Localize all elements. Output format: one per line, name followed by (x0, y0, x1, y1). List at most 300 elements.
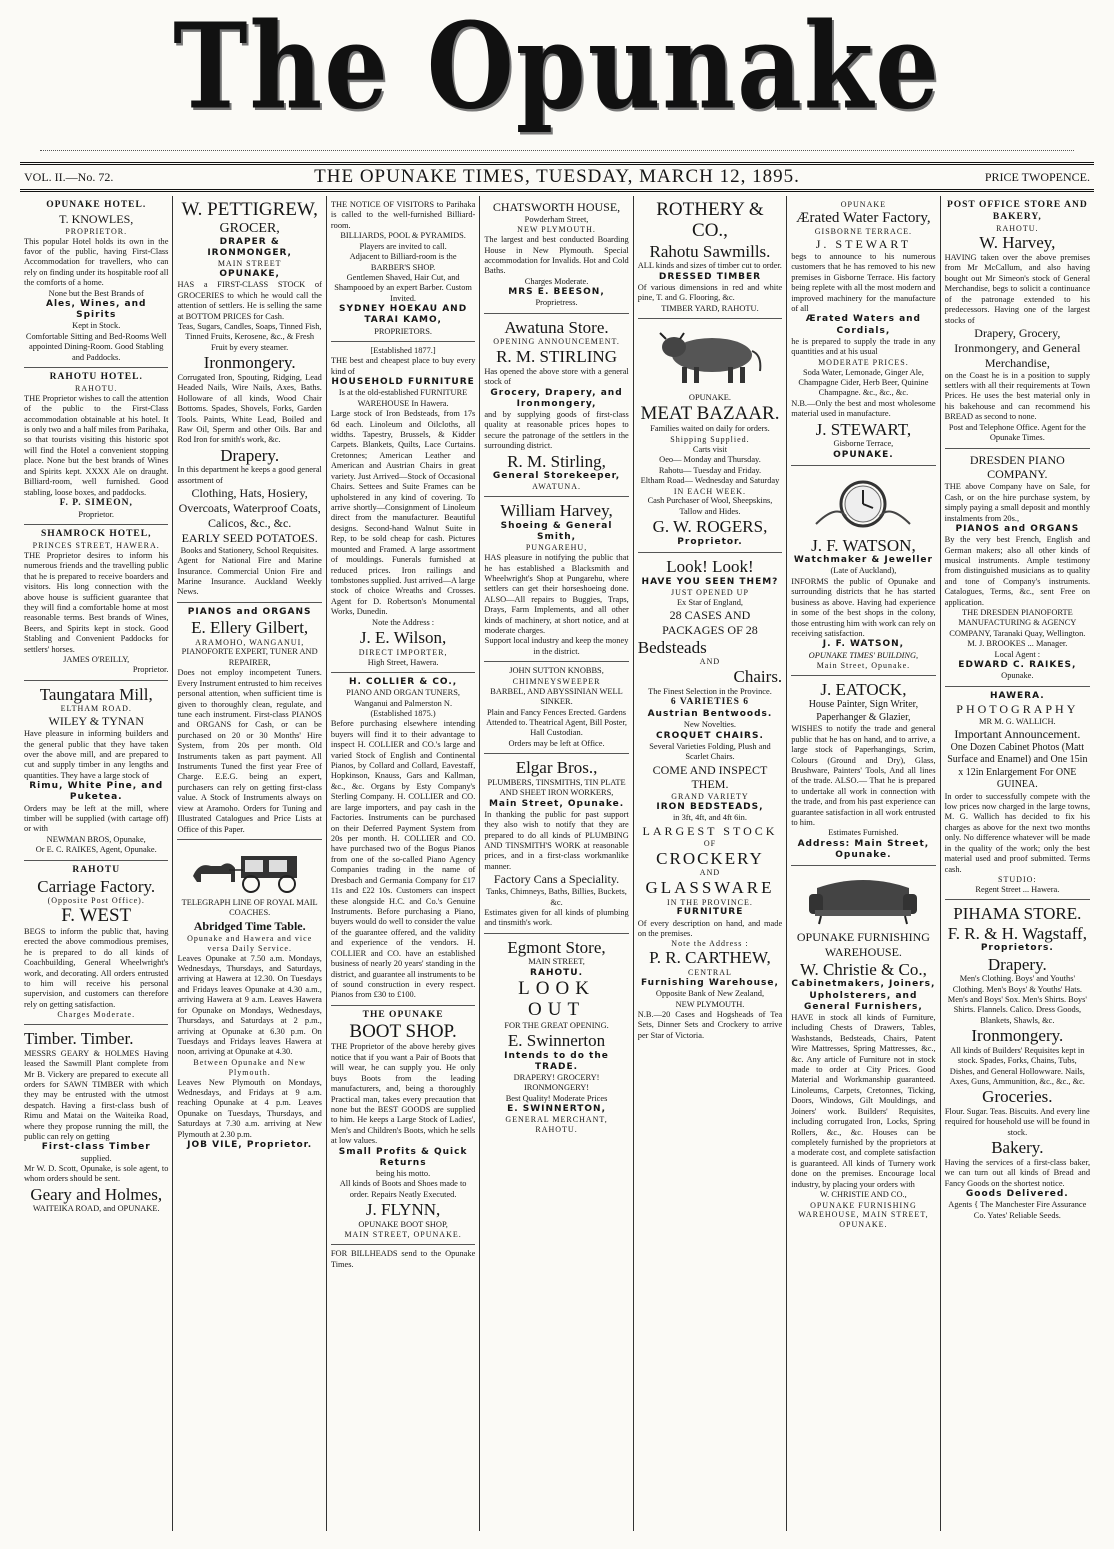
ad-highlight: HAVE YOU SEEN THEM? (641, 576, 779, 587)
ad-text: GRAND VARIETY (671, 792, 749, 802)
ad-body: and by supplying goods of first-class quality at reasonable prices hopes to secure the patronage of the settlers in the surrounding district. (484, 410, 629, 451)
ad-text: IN EACH WEEK. (673, 486, 747, 496)
ad-subheading: (Opposite Post Office). (47, 896, 145, 906)
ad-eatock-painter (791, 676, 935, 866)
ad-text: (Late of Auckland), (830, 566, 897, 576)
masthead-title: The Opunake (173, 0, 941, 137)
ad-heading: J. EATOCK, (820, 679, 907, 699)
ad-body: In this department he keeps a good general assortment of (177, 465, 322, 485)
ad-place: High Street, Hawera. (367, 657, 439, 667)
ad-owner: E. Swinnerton (507, 1031, 606, 1051)
ad-body: Have pleasure in informing builders and the general public that they have taken over the above mill, and are prepared to cut and supply timber in any lengths and quantities. They have a large stock of (24, 729, 169, 780)
masthead (20, 0, 1094, 162)
ad-highlight: 6 VARIETIES 6 (670, 697, 750, 708)
ad-body: begs to announce to his numerous customers that he has removed to his new premises in Gisborne Terrace. His factory being replete with all the most modern and improved machinery for the manufacture of all (791, 251, 936, 314)
ad-text: BARBEL, AND ABYSSINIAN WELL SINKER. (490, 686, 623, 707)
ad-place: ARAMOHO, WANGANUI, (195, 637, 305, 647)
ad-subheading: Rahotu Sawmills. (649, 241, 771, 261)
ad-place: RAHOTU. (75, 383, 118, 393)
ad-subheading: CROCKERY (656, 848, 764, 868)
ad-role: PROPRIETOR. (65, 226, 128, 236)
ad-owner: MRS E. BEESON, (508, 287, 605, 298)
ad-text: being his motto. (375, 1168, 431, 1178)
ad-text: Opposite Bank of New Zealand, (655, 989, 765, 999)
ad-heading: William Harvey, (500, 501, 613, 521)
ad-body: Orders may be left at the mill, where timber will be supplied (with cartage off) or with (24, 803, 169, 834)
price: PRICE TWOPENCE. (984, 169, 1090, 184)
ad-rothery (638, 196, 782, 319)
ad-body: Large stock of Iron Bedsteads, from 17s 6d each. Linoleum and Oilcloths, all widths. Tapestry, Brussels, & Kidder Carpets. Blankets, Quilts, Lace Curtains. Cretonnes; American Leather and American and Austrian Chairs in great variety. Just Arrived—Stock of Occasional Chairs. Settees and Suite Frames can be upholstered in any kind of covering. To arrive shortly—Consignment of Linoleum direct from the manufacturer. Beautiful designs. Second-hand Walnut Suite in Rep, to be sold cheap for cash. Pictures mounted and Framed. A large assortment of mouldings. Funerals furnished at reduced prices. Iron railings and tombstones supplied. Just arrived—A large stock of choice Wreaths and Crosses. Agent for D. Robertson's Monumental Works, Dunedin. (330, 409, 476, 617)
ad-owner: R. M. STIRLING (496, 347, 617, 367)
ad-place: MAIN STREET, (528, 957, 585, 967)
ad-place: OPUNAKE (840, 200, 887, 209)
ad-heading: HOUSEHOLD FURNITURE (331, 377, 475, 388)
ad-text: Between Opunake and New Plymouth. (193, 1057, 306, 1077)
ad-highlight: LOOK OUT (518, 977, 595, 1020)
ad-furnishing-warehouse (791, 866, 935, 1234)
ad-place: ELTHAM ROAD. (60, 704, 132, 714)
ad-place: Opunake. (1001, 671, 1034, 681)
ad-text: (Established 1875.) (370, 708, 436, 718)
ad-mail-coaches (177, 840, 321, 1155)
ad-place: Address: Main Street, Opunake. (797, 838, 930, 861)
ad-body: Has opened the above store with a general stock of (484, 366, 629, 387)
ad-body: Agent for National Fire and Marine Insurance. Commercial Union Fire and Marine Insurance. Auckland Weekly News. (177, 556, 322, 597)
ad-owner: W. CHRISTIE AND CO., (820, 1190, 907, 1200)
ad-subheading: PIANOFORTE EXPERT, TUNER AND REPAIRER, (181, 647, 318, 667)
ad-place: PUNGAREHU, (525, 543, 588, 553)
ad-heading: SHAMROCK HOTEL, (40, 529, 152, 540)
column-2 (173, 196, 326, 1531)
ad-role: General Storekeeper, (492, 471, 621, 482)
column-6 (787, 196, 940, 1531)
ad-owner: J. STEWART, (815, 419, 912, 439)
ad-heading: RAHOTU HOTEL. (49, 372, 143, 383)
dateline (20, 162, 1094, 192)
ad-text: FOR THE GREAT OPENING. (504, 1020, 609, 1030)
ad-owner: JAMES O'REILLY, (63, 655, 130, 665)
ad-heading: Elgar Bros., (515, 758, 598, 778)
ad-body: THE Proprietor of the above hereby gives notice that if you want a Pair of Boots that will wear, he can supply you. He only buys Boots from the leading manufacturers, and, being a thoroughly Practical man, takes every precaution that none but the BEST GOODS are supplied to him. He keeps a Large Stock of Ladies', Men's and Children's Boots, which he sells at low values. (330, 1042, 476, 1146)
ad-text: [Established 1877.] (370, 345, 436, 355)
ad-text: One Dozen Cabinet Photos (Matt Surface and Enamel) and One 15in x 12in Enlargement For ONE GUINEA. (947, 742, 1088, 791)
ad-heading: OPUNAKE FURNISHING WAREHOUSE. (796, 930, 930, 960)
ad-place: PRINCES STREET, HAWERA. (32, 540, 160, 550)
ad-place: OPUNAKE. (688, 393, 732, 403)
ad-text: Soda Water, Lemonade, Ginger Ale, Champagne Cider, Herb Beer, Quinine Champagne. &c., &c., &c. (798, 367, 929, 398)
ad-gilbert-pianos (177, 603, 321, 840)
ad-owner: R. M. Stirling, (507, 451, 606, 471)
ad-body: ALL kinds and sizes of timber cut to order. (637, 261, 782, 271)
ad-boot-shop (331, 1006, 475, 1245)
ad-body: N.B.—20 Cases and Hogsheads of Tea Sets, Dinner Sets and Crockery to arrive per Star of Victoria. (637, 1009, 783, 1040)
ad-body: In thanking the public for past support they also wish to notify that they are prepared to do all kinds of PLUMBING AND TINSMITH'S WORK at reasonable prices, and in a first-class workmanlike manner. (484, 809, 629, 871)
ad-text: Flour. Sugar. Teas. Biscuits. And every line required for household use will be found in stock. (944, 1107, 1090, 1137)
ad-place: Wanganui and Palmerston N. (354, 698, 453, 708)
ad-owner: F. P. SIMEON, (59, 497, 133, 508)
ad-subheading: GROCER, (219, 220, 280, 236)
ad-subheading: Abridged Time Table. (193, 918, 306, 933)
ad-heading: MEAT BAZAAR. (640, 402, 780, 424)
ad-text: Carts visit (692, 444, 728, 454)
ad-place: NEW PLYMOUTH. (675, 999, 745, 1009)
ad-place: HAWERA. (990, 690, 1045, 701)
ad-place: OPUNAKE. (833, 449, 894, 460)
ad-text: M. J. BROOKES ... Manager. (967, 639, 1068, 649)
ad-carriage-factory (24, 861, 168, 1025)
ad-text: MODERATE PRICES. (818, 357, 909, 367)
ad-heading: TELEGRAPH LINE OF ROYAL MAIL COACHES. (181, 898, 318, 918)
ad-place: GISBORNE TERRACE. (814, 227, 913, 237)
ad-place: Main Street, Opunake. (488, 798, 625, 809)
ad-post-office-store (945, 196, 1090, 449)
ad-chatsworth-house (484, 196, 628, 314)
ad-text: DRAPERY! GROCERY! IRONMONGERY! (513, 1073, 600, 1093)
ad-owner: J. FLYNN, (365, 1200, 441, 1220)
ad-text: Comfortable Sitting and Bed-Rooms Well appointed Dining-Room. Good Stabling and Paddocks. (25, 331, 167, 362)
ad-owner: F. WEST (61, 904, 132, 926)
ad-place: Powderham Street, (524, 214, 589, 224)
ad-pettigrew (177, 196, 321, 603)
ad-text: Teas, Sugars, Candles, Soaps, Tinned Fish, Tinned Fruits, Kerosene, &c., & Fresh Fruit by every steamer. (177, 322, 322, 352)
ad-highlight: Factory Cans a Speciality. (493, 872, 620, 887)
ad-body: THE Proprietor desires to inform his numerous friends and the travelling public that he is prepared to receive boarders and visitors. His long connection with the above house is sufficient guarantee that they will find a comfortable home at most reasonable terms. Best brands of Wines, Beers, and Spirits kept in stock. Good Stabling and Convenient Paddocks for settlers' horses. (24, 550, 169, 654)
ad-owner: Geary and Holmes, (30, 1184, 163, 1204)
ad-text: Kept in Stock. (72, 321, 121, 331)
ad-body: BEGS to inform the public that, having erected the above commodious premises, he is prepared to do all kinds of Coachbuilding, General Wheelwright's work, and decorating. All orders entrusted to him will receive his personal supervision, and customers can therefore rely on getting satisfaction. (24, 926, 169, 1009)
ad-text: Cash Purchaser of Wool, Sheepskins, Tallow and Hides. (647, 496, 773, 516)
ad-heading: Awatuna Store. (504, 317, 609, 337)
ad-text: Charges Moderate. (57, 1010, 136, 1020)
ad-role: PROPRIETORS. (374, 326, 432, 336)
ad-text: AND (699, 868, 721, 878)
ad-text: All kinds of Boots and Shoes made to order. Repairs Neatly Executed. (339, 1179, 467, 1199)
ad-subheading: Ironmongery. (203, 353, 296, 373)
ad-text: Gentlemen Shaved, Hair Cut, and Shampooed by an expert Barber. Custom Invited. (334, 272, 472, 303)
ad-heading: Look! Look! (666, 556, 754, 576)
ad-elgar-bros (484, 754, 628, 934)
ad-text: STUDIO: (998, 875, 1037, 885)
ad-highlight: Grocery, Drapery, and Ironmongery, (490, 387, 623, 409)
ad-owner: J. STEWART (815, 237, 912, 252)
ad-body: WISHES to notify the trade and general public that he has on hand, and to arrive, a large stock of Paperhangings, Scrim, Colours (Ground and Dry), Glass, Brushware, Painters' Tools, And all lines of the trade. ALSO.— That he is prepared to undertake all work in connection with the trade, and from his past experience can guarantee satisfaction in all work entrusted to him. (791, 724, 936, 828)
ad-body: Before purchasing elsewhere intending buyers will find it to their advantage to inspect H. COLLIER and CO.'s large and varied Stock of English and Continental Pianos, by Collard and Collard, Eavestaff, Hopkinson, Knauss, Gars and Kallman, &c., &c. Organs by Esty Company's Sterling Company. H. COLLIER and CO. are large importers, and pay cash in the Factories. Instruments can be purchased on their Deferred Payment System from 20s per month. H. COLLIER and CO. have purchased two of the Bogus Pianos from one of the so-called Piano Agency Companies trading in the name of Dresbach and Germania Company for £17 11s and £22 10s. Customers can inspect these alongside H.C. and Co.'s Genuine Instruments. Before purchasing a Piano, buyers would do well to consider the value of the guarantee offered, and the validity and experience of the vendors. H. COLLIER and CO. have an established business of nearly 20 years' standing in the district, and guarantee all instruments to be of sound construction in every respect. Pianos from £30 to £100. (330, 719, 476, 1000)
ad-taungatara-mill (24, 681, 168, 861)
ad-text: Books and Stationery, School Requisites. (180, 545, 319, 555)
ad-text: Charges Moderate. (524, 276, 589, 286)
ad-text: OF (703, 838, 717, 848)
ad-text: Estimates Furnished. (828, 828, 899, 838)
ad-text: Or E. C. RAIKES, Agent, Opunake. (35, 845, 157, 855)
ad-text: Adjacent to Billiard-room is the BARBER'S SHOP. (349, 252, 457, 272)
ad-body: Mr W. D. Scott, Opunake, is sole agent, to whom orders should be sent. (24, 1164, 169, 1184)
ad-owner: MR M. G. WALLICH. (979, 716, 1056, 726)
ad-heading: Carriage Factory. (37, 876, 156, 896)
ad-subheading: Drapery. (987, 954, 1047, 974)
ad-text: THE DRESDEN PIANOFORTE MANUFACTURING & AGENCY COMPANY, Taranaki Quay, Wellington. (949, 608, 1086, 638)
ad-subheading: CHIMNEYSWEEPER (512, 676, 601, 686)
ad-text: Several Varieties Folding, Plush and Scarlet Chairs. (649, 741, 771, 762)
column-3 (327, 196, 480, 1531)
ad-subheading: Shoeing & General Smith, (500, 520, 613, 543)
ad-awatuna-store (484, 314, 628, 497)
ad-highlight: Goods Delivered. (965, 1189, 1069, 1200)
ad-place: RAHOTU. (530, 967, 583, 978)
ad-text: Tanks, Chimneys, Baths, Billies, Buckets, &c. (486, 887, 627, 907)
ad-body: Corrugated Iron, Spouting, Ridging, Lead Headed Nails, Wire Nails, Axes, Baths. Holloware of all kinds, Wood Chair Bottoms. Spades, Shovels, Forks, Garden Tools. Paints, White Lead, Boiled and Raw Oil, Sperm and other Oils. Bar and Rod Iron for smith's work, &c. (177, 372, 322, 445)
ad-owner: P. R. CARTHEW, (649, 948, 771, 968)
ad-highlight: DRAPER & IRONMONGER, (207, 236, 292, 259)
ad-place: AWATUNA. (532, 482, 581, 492)
ad-highlight: Austrian Bentwoods. (647, 708, 773, 719)
ad-owner: E. SWINNERTON, (507, 1104, 606, 1115)
column-4 (480, 196, 633, 1531)
ad-dresden-piano (945, 449, 1090, 687)
ad-text: Plain and Fancy Fences Erected. Gardens Attended to. Theatrical Agent, Bill Poster, Hall Custodian. (486, 707, 627, 738)
ad-text: Orders may be left at Office. (508, 738, 605, 748)
ad-body: he is prepared to supply the trade in any quantities and at his usual (791, 336, 936, 357)
ad-subheading: PLUMBERS, TINSMITHS, TIN PLATE AND SHEET IRON WORKERS, (487, 777, 626, 798)
ad-text: Support local industry and keep the money in the district. (484, 636, 629, 656)
ad-heading: Ærated Water Factory, (796, 209, 931, 226)
ad-timber (24, 1025, 168, 1219)
ad-text: Note the Address : (372, 617, 435, 627)
column-7 (941, 196, 1094, 1531)
ad-text: LARGEST STOCK (642, 823, 778, 838)
ad-knobbs (484, 662, 628, 754)
ad-highlight: Furnishing Warehouse, (640, 977, 779, 988)
columns (20, 196, 1094, 1531)
ad-highlight: PIANOS and ORGANS (955, 523, 1080, 534)
ad-place: MAIN STREET (217, 259, 282, 269)
clock-illustration (808, 474, 918, 532)
ad-owner: WILEY & TYNAN (48, 714, 144, 729)
ad-wallich-photography (945, 687, 1090, 901)
ad-heading: W. PETTIGREW, (181, 199, 318, 220)
ad-heading: POST OFFICE STORE AND BAKERY, (946, 200, 1088, 222)
ad-text: Is at the old-established FURNITURE WAREHOUSE In Hawera. (338, 388, 468, 408)
ad-text: Ex Star of England, (676, 597, 743, 607)
ad-heading: Taungatara Mill, (39, 684, 153, 704)
ad-text: 28 CASES AND PACKAGES OF 28 (662, 607, 758, 637)
ad-text: New Novelties. (683, 720, 737, 730)
ad-place: RAHOTU. (535, 1125, 578, 1135)
ad-text: JUST OPENED UP (671, 587, 749, 597)
ad-role: DIRECT IMPORTER, (358, 647, 448, 657)
column-5 (634, 196, 787, 1531)
ad-body: This popular Hotel holds its own in the favor of the public, having First-Class Accommodation for travellers, who can rely on finding under its hospitable roof all the comforts of a home. (24, 236, 169, 288)
ad-body: N.B.—Only the best and most wholesome material used in manufacture. (791, 398, 936, 419)
ad-place: Gisborne Terrace, (833, 439, 894, 449)
ad-text: Clothing, Hats, Hosiery, Overcoats, Waterproof Coats, Calicos, &c., &c. (178, 486, 321, 530)
ad-subheading: House Painter, Sign Writer, Paperhanger & Glazier, (808, 699, 919, 723)
ad-role: Proprietor. (677, 536, 743, 547)
ad-text: NEWMAN BROS, Opunake, (46, 834, 146, 844)
ad-egmont-store (484, 934, 628, 1139)
ad-owner: J. F. WATSON, (822, 639, 905, 650)
ad-body: HAS a FIRST-CLASS STOCK of GROCERIES to which he would call the attention of settlers. He is selling the same at BOTTOM PRICES for Cash. (177, 280, 322, 321)
ad-body: on the Coast he is in a position to supply settlers with all their requirements at Town Prices. He uses the best material only in his bakehouse and can recommend his BREAD as second to none. (944, 370, 1091, 422)
sofa-illustration (803, 874, 923, 926)
ad-heading: Egmont Store, (507, 937, 606, 957)
ad-role: Proprietor. (132, 665, 169, 675)
ad-heading: PIHAMA STORE. (953, 904, 1082, 924)
ad-heading: DRESDEN PIANO COMPANY. (969, 452, 1065, 482)
ad-subheading: Cabinetmakers, Joiners, Upholsterers, and General Furnishers, (791, 979, 936, 1012)
ad-place: NEW PLYMOUTH. (517, 225, 596, 235)
ad-body: HAVE in stock all kinds of Furniture, including Chests of Drawers, Tables, Washstands, Bedsteads, Chairs, Patent Wire Mattresses, Spring Mattresses, &c., &c. Any article of Furniture not in stock made to order at City Prices. Good Material and Workmanship guaranteed. Linoleums, Carpets, Cretonnes, Ticking, Doors, Windows, Gilt Mouldings, and Joiners' work. Builders' Requisites, including corrugated Iron, Locks, Spring Rollers, &c., &c. Houses can be completely furnished by the proprietors at a moderate cost, and complete satisfaction is guaranteed. All kinds of Turnery work done on the premises. Encourage local industry, by placing your orders with (791, 1012, 936, 1189)
ad-owner: EDWARD C. RAIKES, (958, 660, 1077, 671)
ad-text: Eltham Road— Wednesday and Saturday (640, 476, 780, 486)
bull-illustration (650, 327, 770, 389)
ad-body: Does not employ incompetent Tuners. Every Instrument entrusted to him receives personal attention, when sufficient time is given to thoroughly clean, regulate, and tune each instrument. First-class PIANOS and ORGANS for Cash, or can be purchased on 20 or 30 Months' Hire System, from 20s per month. Old Instruments taken as part payment. All Instruments Tuned the first year Free of Charge. E.E.G. being an expert, purchasers can rely on getting first-class value. A Stock of Instruments always on view at Aramoho. Orders for Tuning and Illustrated Catalogues and Price Lists at Office of this Paper. (177, 668, 322, 834)
ad-body: FOR BILLHEADS send to the Opunake Times. (330, 1249, 476, 1269)
ad-role: Proprietors. (980, 943, 1054, 954)
ad-text: IN THE PROVINCE. (667, 897, 753, 907)
ad-text: None but the Best Brands of (48, 288, 144, 298)
ad-pihama-store (945, 900, 1090, 1225)
ad-text: AND (699, 657, 721, 667)
ad-subheading: Watchmaker & Jeweller (793, 555, 933, 566)
ad-text: Note the Address : (671, 939, 749, 949)
ad-body: MESSRS GEARY & HOLMES Having leased the Sawmill Plant complete from Mr B. Vickery are prepared to execute all orders for SAWN TIMBER with which they may be entrusted with the utmost despatch. Having a first-class bush of Rimu and Matai on the Waiteika Road, where they propose running the mill, the public can rely on getting (24, 1048, 169, 1142)
ad-subheading: Chairs. (733, 667, 783, 687)
ad-text: EARLY SEED POTATOES. (181, 530, 318, 545)
ad-subheading: Groceries. (982, 1087, 1053, 1107)
ad-carthew (638, 553, 782, 1045)
ad-highlight: CROQUET CHAIRS. (656, 730, 764, 741)
ad-meat-bazaar (638, 319, 782, 553)
ad-body: Leaves Opunake at 7.50 a.m. Mondays, Wednesdays, Thursdays, and Saturdays, arriving at Hawera at 12.30. On Tuesdays and Fridays leaves Opunake at 4.30 a.m., arriving Hawera at 9 a.m. Leaves Hawera for Opunake on Mondays, Wednesdays, Thursdays, and Saturdays at 2 p.m., arriving at Opunake at 6.30 p.m. On Tuesdays and Fridays leaves Hawera at noon, arriving at Opunake at 4.30. (177, 953, 322, 1057)
ad-body: HAS pleasure in notifying the public that he has established a Blacksmith and Wheelwright's Shop at Pungarehu, where settlers can get their horseshoeing done. ALSO—All repairs to Buggies, Traps, Drays, Farm Implements, and all other kinds of machinery, at short notice, and at moderate charges. (484, 553, 629, 636)
ad-highlight: FURNITURE (676, 907, 744, 918)
ad-watson-jeweller (791, 466, 935, 676)
ad-body: Of various dimensions in red and white pine, T. and G. Flooring, &c. (637, 282, 783, 303)
ad-place: OPUNAKE FURNISHING WAREHOUSE, MAIN STREET, OPUNAKE. (798, 1200, 929, 1230)
ad-body: INFORMS the public of Opunake and surrounding districts that he has started business as above. Having had experience in some of the best shops in the colony, those entrusting him with work can rely on receiving satisfaction. (791, 576, 936, 638)
ad-text: The Finest Selection in the Province. (648, 686, 772, 696)
ad-text: COME AND INSPECT THEM. (652, 762, 768, 792)
ad-billiards (331, 196, 475, 342)
ad-heading: PHOTOGRAPHY (956, 701, 1079, 716)
ad-rahotu-hotel (24, 368, 168, 525)
ad-highlight: Small Profits & Quick Returns (338, 1146, 468, 1168)
ad-subheading: Important Announcement. (954, 727, 1081, 742)
ad-body: THE Proprietor wishes to call the attention of the public to the First-Class accommodation obtainable at his hotel. It is only two and a half miles from Parihaka, so that tourists visiting this historic spot will find the Hotel a convenient stopping place. None but the best brands of Wines and Spirits kept. XXXX Ale on draught. Billiard-room, well furnished. Good stabling, loose boxes, and paddocks. (24, 393, 169, 497)
ad-body: Of every description on hand, and made on the premises. (637, 918, 783, 938)
ad-text: Opunake and Hawera and vice versa Daily Service. (187, 933, 313, 953)
ad-text: WAITEIKA ROAD, and OPUNAKE. (32, 1204, 160, 1214)
ad-text: Best Quality! Moderate Prices (505, 1093, 608, 1103)
ad-role: Proprietress. (535, 298, 578, 308)
ad-owner: SYDNEY HOEKAU AND TARAI KAMO, (338, 304, 468, 326)
ad-heading: JOHN SUTTON KNOBBS, (509, 666, 604, 676)
ad-text: Rahotu— Tuesday and Friday. (658, 465, 762, 475)
ad-highlight: Ales, Wines, and Spirits (46, 299, 147, 321)
ad-body: Leaves New Plymouth on Mondays, Wednesdays, and Fridays at 9 a.m. reaching Opunake at 4 p.m. Leaves Opunake on Tuesdays, Thursdays, and Saturdays at 7.30 a.m. arriving at New Plymouth at 2.30 p.m. (177, 1077, 322, 1139)
ad-pre-heading: THE OPUNAKE (362, 1009, 444, 1020)
ad-text: Families waited on daily for orders. (650, 424, 770, 434)
ad-place: OPUNAKE, (219, 269, 280, 280)
volume-number: VOL. II.—No. 72. (24, 169, 114, 184)
ad-role: GENERAL MERCHANT, (505, 1115, 608, 1125)
ad-subheading: OPENING ANNOUNCEMENT. (493, 337, 620, 347)
ad-owner: J. E. Wilson, (359, 628, 447, 648)
ad-body: By the very best French, English and German makers; also all other kinds of musical instruments. Ample testimony from distinguished musicians as to quality and tone of Company's instruments. Catalogues, Terms, &c., sent Free on application. (944, 535, 1091, 607)
coach-illustration (185, 848, 315, 894)
ad-highlight: Rimu, White Pine, and Puketea. (29, 781, 164, 803)
ad-text: Oeo— Monday and Thursday. (659, 455, 761, 465)
ad-body: HAVING taken over the above premises from Mr McCallum, and also having bought out Mr Simeon's stock of General Merchandise, begs to solicit a continuance of the patronage extended to his predecessors. Having one of the largest stocks of (944, 252, 1091, 325)
ad-text: Players are invited to call. (359, 241, 447, 251)
ad-text: OPUNAKE TIMES' BUILDING, (808, 650, 919, 660)
ad-owner: W. Harvey, (979, 233, 1056, 253)
ad-place: RAHOTU (72, 864, 121, 875)
dateline-title: THE OPUNAKE TIMES, TUESDAY, MARCH 12, 1895. (314, 166, 800, 187)
ad-heading: H. COLLIER & CO., (348, 676, 458, 687)
ad-text: Post and Telephone Office. Agent for the Opunake Times. (948, 422, 1086, 443)
ad-text: All kinds of Builders' Requisites kept in stock. Spades, Forks, Chains, Tubs, Dishes, and General Hollowware. Nails, Axes, Guns, Ammunition, &c., &c., &c. (949, 1045, 1085, 1087)
ad-body: In order to successfully compete with the low prices now charged in the large towns, M. G. Wallich has decided to fix his charges as above for the next two months only. No difference whatever will be made in the quality of the work; only the best material used and proof submitted. Terms cash. (944, 791, 1091, 874)
ad-body: THE NOTICE OF VISITORS to Parihaka is called to the well-furnished Billiard-room. (330, 200, 476, 230)
ad-place: MAIN STREET, OPUNAKE. (344, 1230, 462, 1240)
ad-text: in 3ft, 4ft, and 4ft 6in. (672, 813, 747, 823)
ad-text: CENTRAL (688, 968, 732, 978)
ad-subheading: Ironmongery. (971, 1026, 1064, 1046)
ad-owner: JOB VILE, Proprietor. (187, 1140, 313, 1151)
ad-highlight: First-class Timber (41, 1142, 151, 1153)
ad-heading: PIANOS and ORGANS (187, 606, 312, 617)
ad-subheading: Intends to do the TRADE. (504, 1050, 609, 1072)
ad-subheading: Bakery. (991, 1138, 1044, 1158)
ad-subheading: PIANO AND ORGAN TUNERS, (346, 688, 461, 698)
ad-body: The largest and best conducted Boarding House in New Plymouth. Special accommodation for Invalids. Hot and Cold Baths. (484, 235, 629, 276)
ad-role: Proprietor. (78, 509, 115, 519)
ad-text: Shipping Supplied. (670, 434, 750, 444)
ad-body: Estimates given for all kinds of plumbing and tinsmith's work. (484, 907, 629, 928)
ad-body: THE above Company have on Sale, for Cash, or on the hire purchase system, by simply paying a small deposit and monthly instalments from 20s., (944, 482, 1091, 523)
ad-text: Local Agent : (994, 649, 1041, 659)
ad-place: TIMBER YARD, RAHOTU. (661, 303, 759, 313)
ad-text: Men's Clothing. Boys' and Youths' Clothing. Men's Boys' & Youths' Hats. Men's and Boys' Sox. Men's Shirts. Boys' Shirts. Flannels. Calico. Dress Goods, Blankets, Shawls, &c. (947, 974, 1087, 1025)
ad-highlight: Ærated Waters and Cordials, (805, 314, 921, 336)
ad-text: OPUNAKE BOOT SHOP, (358, 1219, 448, 1229)
ad-text: Agents { The Manchester Fire Assurance Co. Yates' Reliable Seeds. (948, 1200, 1087, 1220)
ad-heading: J. F. WATSON, (811, 535, 916, 555)
ad-billheads (331, 1245, 475, 1274)
ad-heading: CHATSWORTH HOUSE, (492, 200, 621, 214)
ad-body: THE best and cheapest place to buy every kind of (330, 356, 476, 376)
ad-subheading: Drapery. (220, 445, 280, 465)
ad-highlight: DRESSED TIMBER (658, 271, 762, 282)
ad-body: Having the services of a first-class baker, we can turn out all kinds of Bread and Fancy Goods on the shortest notice. (944, 1157, 1091, 1188)
ad-heading: BILLIARDS, POOL & PYRAMIDS. (340, 231, 466, 241)
ad-highlight: IRON BEDSTEADS, (656, 802, 764, 813)
column-1 (20, 196, 173, 1531)
ad-owner: W. Christie & Co., (799, 959, 927, 979)
ad-place: RAHOTU. (996, 223, 1039, 233)
ad-heading: OPUNAKE HOTEL. (46, 200, 147, 210)
ad-aerated-water (791, 196, 935, 466)
ad-subheading: GLASSWARE (645, 877, 775, 897)
ad-heading: BOOT SHOP. (349, 1020, 457, 1042)
ad-owner: F. R. & H. Wagstaff, (947, 923, 1087, 943)
ad-william-harvey (484, 497, 628, 662)
ad-text: Drapery, Grocery, Ironmongery, and General Merchandise, (954, 325, 1081, 370)
ad-place: Regent Street ... Hawera. (975, 884, 1060, 894)
ad-owner: E. Ellery Gilbert, (191, 617, 309, 637)
masthead-rule (40, 150, 1074, 151)
